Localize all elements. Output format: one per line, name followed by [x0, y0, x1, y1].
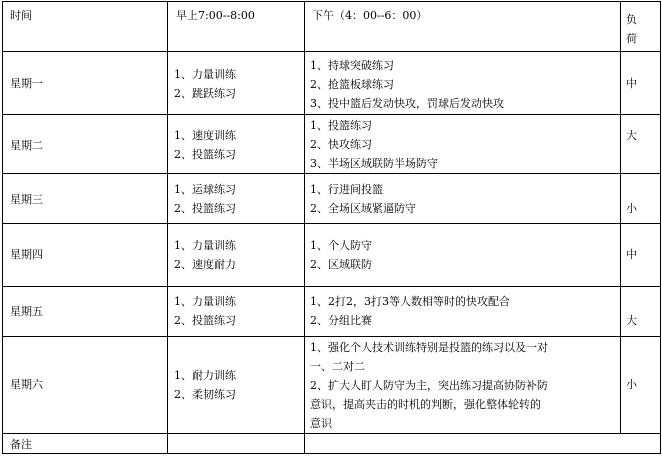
load-value: 中: [626, 77, 637, 90]
morning-item: 2、柔韧练习: [174, 388, 236, 401]
grid-line: [2, 223, 661, 224]
grid-line: [2, 1, 3, 454]
grid-line: [2, 453, 661, 454]
afternoon-item: 2、快攻练习: [310, 138, 372, 151]
afternoon-item: 2、抢篮板球练习: [310, 78, 394, 91]
grid-line: [660, 1, 661, 454]
afternoon-item: 一、二对二: [310, 360, 365, 373]
morning-item: 1、力量训练: [174, 68, 236, 81]
afternoon-item: 意识，提高夹击的时机的判断，强化整体轮转的: [310, 398, 541, 411]
morning-item: 1、速度训练: [174, 129, 236, 142]
afternoon-item: 3、半场区域联防半场防守: [310, 157, 438, 170]
header-afternoon: 下午（4：00--6：00）: [312, 9, 428, 22]
grid-line: [2, 114, 661, 115]
morning-item: 1、耐力训练: [174, 369, 236, 382]
afternoon-item: 1、持球突破练习: [310, 59, 394, 72]
day-label: 星期六: [10, 378, 43, 391]
afternoon-item: 1、强化个人技术训练特别是投篮的练习以及一对: [310, 341, 548, 354]
remarks-label: 备注: [10, 438, 32, 451]
morning-item: 2、投篮练习: [174, 148, 236, 161]
load-value: 小: [626, 202, 637, 215]
morning-item: 1、力量训练: [174, 295, 236, 308]
morning-item: 2、速度耐力: [174, 258, 236, 271]
afternoon-item: 意识: [310, 417, 332, 430]
day-label: 星期三: [10, 193, 43, 206]
afternoon-item: 2、区域联防: [310, 258, 372, 271]
header-morning: 早上7:00--8:00: [176, 9, 255, 22]
header-load-2: 荷: [626, 32, 637, 45]
afternoon-item: 1、2打2，3打3等人数相等时的快攻配合: [310, 295, 510, 308]
day-label: 星期一: [10, 77, 43, 90]
day-label: 星期二: [10, 139, 43, 152]
morning-item: 2、投篮练习: [174, 314, 236, 327]
day-label: 星期四: [10, 248, 43, 261]
afternoon-item: 1、个人防守: [310, 239, 372, 252]
afternoon-item: 3、投中篮后发动快攻，罚球后发动快攻: [310, 97, 504, 110]
afternoon-item: 1、投篮练习: [310, 119, 372, 132]
header-time: 时间: [10, 9, 32, 22]
grid-line: [2, 336, 661, 337]
morning-item: 2、跳跃练习: [174, 87, 236, 100]
afternoon-item: 2、扩大人盯人防守为主，突出练习提高协防补防: [310, 379, 548, 392]
morning-item: 2、投篮练习: [174, 202, 236, 215]
grid-line: [2, 286, 661, 287]
grid-line: [2, 1, 661, 2]
morning-item: 1、力量训练: [174, 239, 236, 252]
grid-line: [2, 433, 661, 434]
morning-item: 1、运球练习: [174, 183, 236, 196]
grid-line: [2, 173, 661, 174]
load-value: 中: [626, 248, 637, 261]
day-label: 星期五: [10, 305, 43, 318]
grid-line: [167, 1, 168, 454]
afternoon-item: 1、行进间投篮: [310, 183, 383, 196]
load-value: 大: [626, 314, 637, 327]
header-load-1: 负: [626, 13, 637, 26]
load-value: 大: [626, 129, 637, 142]
grid-line: [304, 1, 305, 454]
afternoon-item: 2、全场区域紧逼防守: [310, 202, 416, 215]
load-value: 小: [626, 378, 637, 391]
grid-line: [2, 51, 661, 52]
grid-line: [620, 1, 621, 434]
afternoon-item: 2、分组比赛: [310, 314, 372, 327]
